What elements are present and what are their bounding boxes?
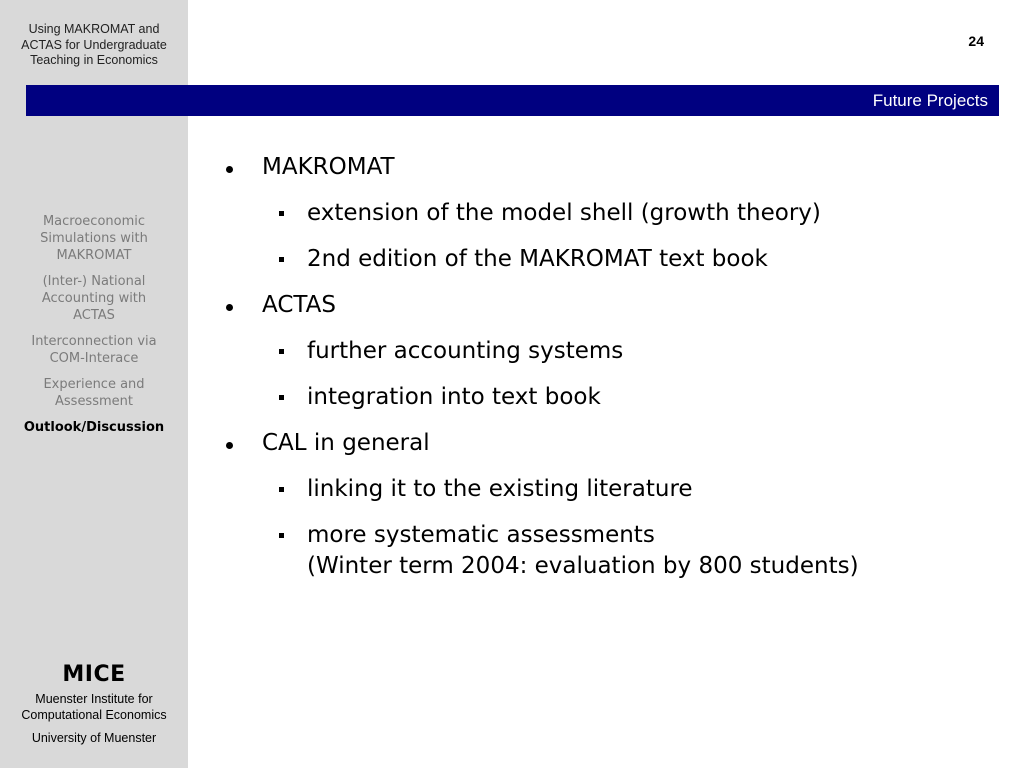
course-title-line: Teaching in Economics	[30, 53, 158, 67]
sub-bullet-item-continuation: (Winter term 2004: evaluation by 800 students)	[307, 553, 859, 579]
sub-bullet-item: extension of the model shell (growth theory)	[307, 200, 821, 226]
nav-item-line: Macroeconomic	[42, 214, 146, 229]
sub-bullet-square	[279, 533, 284, 538]
sub-bullet-square	[279, 257, 284, 262]
slide-title: Future Projects	[872, 91, 988, 110]
nav-item-line: COM-Interace	[49, 351, 139, 366]
nav-item-line: Experience and	[43, 377, 145, 392]
course-title-line: ACTAS for Undergraduate	[21, 37, 167, 52]
sub-bullet-item: 2nd edition of the MAKROMAT text book	[307, 246, 768, 272]
bullet-dot	[226, 304, 233, 311]
bullet-dot	[226, 442, 233, 449]
sub-bullet-square	[279, 395, 284, 400]
institute-name-line: Computational Economics	[21, 708, 167, 722]
bullet-item: MAKROMAT	[262, 154, 395, 180]
bullet-item: ACTAS	[262, 292, 336, 318]
bullet-item: CAL in general	[262, 430, 430, 456]
course-title-line: Using MAKROMAT and	[28, 22, 160, 36]
sub-bullet-item: integration into text book	[307, 384, 601, 410]
page-number: 24	[968, 33, 984, 49]
sub-bullet-square	[279, 487, 284, 492]
nav-item-line: Accounting with	[41, 291, 147, 306]
sub-bullet-square	[279, 211, 284, 216]
mice-logo: MICE	[62, 662, 126, 687]
nav-item-line: Assessment	[55, 394, 133, 409]
bullet-dot	[226, 166, 233, 173]
sub-bullet-item: further accounting systems	[307, 338, 624, 364]
nav-item-line: ACTAS	[73, 308, 115, 323]
institute-name-line: Muenster Institute for	[35, 692, 153, 706]
sub-bullet-item: more systematic assessments	[307, 522, 655, 548]
sub-bullet-square	[279, 349, 284, 354]
sub-bullet-item: linking it to the existing literature	[307, 476, 693, 502]
nav-item-line: Simulations with	[40, 231, 148, 246]
nav-item-line: (Inter-) National	[42, 274, 146, 289]
nav-item-line: Interconnection via	[31, 334, 157, 349]
nav-item-line: Outlook/Discussion	[23, 420, 165, 435]
nav-item-line: MAKROMAT	[56, 248, 132, 263]
university-name: University of Muenster	[31, 731, 157, 745]
